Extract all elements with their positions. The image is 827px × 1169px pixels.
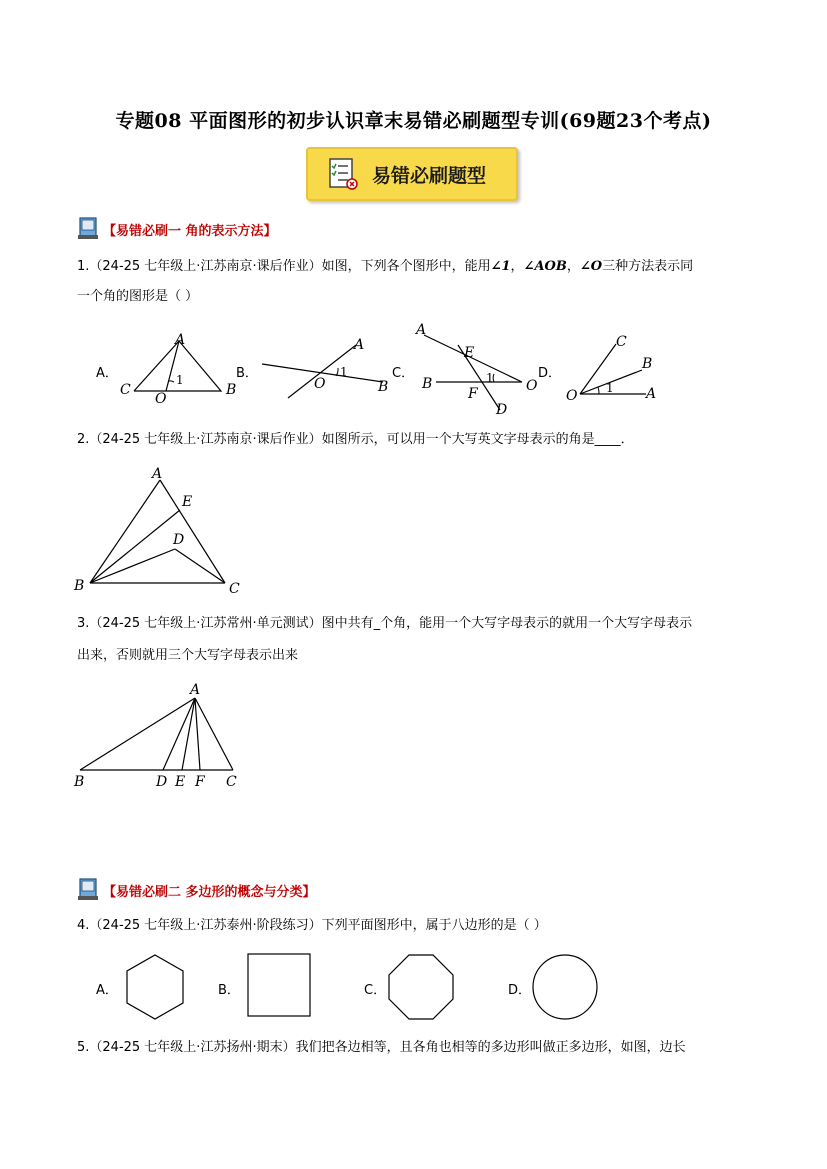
label-a: A xyxy=(354,337,365,353)
figure-1a xyxy=(118,326,237,407)
angle-1-symbol: ∠1 xyxy=(490,259,511,274)
label-e: E xyxy=(182,494,193,510)
label-angle-1: 1 xyxy=(606,381,614,395)
label-angle-1: 1 xyxy=(176,373,184,387)
figure-1c xyxy=(414,320,544,418)
option-b-label: B． xyxy=(218,983,240,998)
label-b: B xyxy=(74,578,85,594)
question-1-text-a: 1.（24-25 七年级上·江苏南京·课后作业）如图，下列各个图形中，能用 xyxy=(77,259,491,274)
option-a-label: A． xyxy=(96,366,118,381)
option-a-label: A． xyxy=(96,983,118,998)
figure-1d xyxy=(562,330,662,405)
separator: ， xyxy=(510,259,524,274)
angle-o-symbol: ∠O xyxy=(579,259,603,274)
label-b: B xyxy=(422,376,433,392)
page-title: 专题08 平面图形的初步认识章末易错必刷题型专训(69题23个考点) xyxy=(115,110,712,132)
option-c-label: C． xyxy=(364,983,387,998)
label-e: E xyxy=(175,774,186,790)
label-o: O xyxy=(526,378,538,394)
figure-1b xyxy=(258,335,398,405)
label-c: C xyxy=(616,334,627,350)
separator: ， xyxy=(566,259,580,274)
question-4-text: 4.（24-25 七年级上·江苏泰州·阶段练习）下列平面图形中，属于八边形的是（ ） xyxy=(77,918,547,933)
label-c: C xyxy=(120,382,131,398)
book-icon xyxy=(76,877,100,901)
hexagon-figure xyxy=(124,952,186,1022)
figure-3 xyxy=(70,680,250,795)
question-5-text: 5.（24-25 七年级上·江苏扬州·期末）我们把各边相等，且各角也相等的多边形叫做正多边形，如图，边长 xyxy=(77,1040,686,1055)
option-b-label: B． xyxy=(236,366,258,381)
label-d: D xyxy=(173,532,185,548)
label-b: B xyxy=(378,379,389,395)
option-c-label: C． xyxy=(392,366,415,381)
banner xyxy=(306,147,518,201)
question-1-line-1 xyxy=(77,256,757,278)
book-icon xyxy=(76,216,100,240)
option-d-label: D． xyxy=(508,983,532,998)
angle-aob-symbol: ∠AOB xyxy=(523,259,567,274)
question-3-line-2: 出来，否则就用三个大写字母表示出来 xyxy=(77,648,299,663)
option-d-label: D． xyxy=(538,366,562,381)
label-e: E xyxy=(464,345,475,361)
label-c: C xyxy=(229,581,240,597)
label-a: A xyxy=(175,332,186,348)
label-d: D xyxy=(496,402,508,418)
figure-2 xyxy=(70,462,250,600)
section-heading-2: 【易错必刷二 多边形的概念与分类】 xyxy=(103,885,316,900)
label-b: B xyxy=(642,356,653,372)
octagon-figure xyxy=(386,952,456,1022)
question-1-line-2: 一个角的图形是（ ） xyxy=(77,289,199,304)
label-angle-1: 1 xyxy=(340,365,348,379)
label-b: B xyxy=(74,774,85,790)
section-heading-1: 【易错必刷一 角的表示方法】 xyxy=(103,224,277,239)
square-figure xyxy=(246,952,312,1018)
question-2-text: 2.（24-25 七年级上·江苏南京·课后作业）如图所示，可以用一个大写英文字母表示的角是____． xyxy=(77,432,634,447)
label-a: A xyxy=(416,322,427,338)
question-1-text-b: 三种方法表示同 xyxy=(602,259,694,274)
label-b: B xyxy=(226,382,237,398)
label-angle-1: 1 xyxy=(486,371,494,385)
label-f: F xyxy=(468,386,478,402)
label-d: D xyxy=(156,774,168,790)
label-o: O xyxy=(566,388,578,404)
label-o: O xyxy=(314,376,326,392)
label-a: A xyxy=(190,682,201,698)
label-o: O xyxy=(155,391,167,407)
question-3-line-1: 3.（24-25 七年级上·江苏常州·单元测试）图中共有_个角，能用一个大写字母表示的就用一个大写字母表示 xyxy=(77,616,693,631)
circle-figure xyxy=(530,952,600,1022)
label-f: F xyxy=(195,774,205,790)
banner-text: 易错必刷题型 xyxy=(372,165,487,187)
label-a: A xyxy=(646,386,657,402)
checklist-icon xyxy=(328,157,358,191)
label-c: C xyxy=(226,774,237,790)
label-a: A xyxy=(152,466,163,482)
